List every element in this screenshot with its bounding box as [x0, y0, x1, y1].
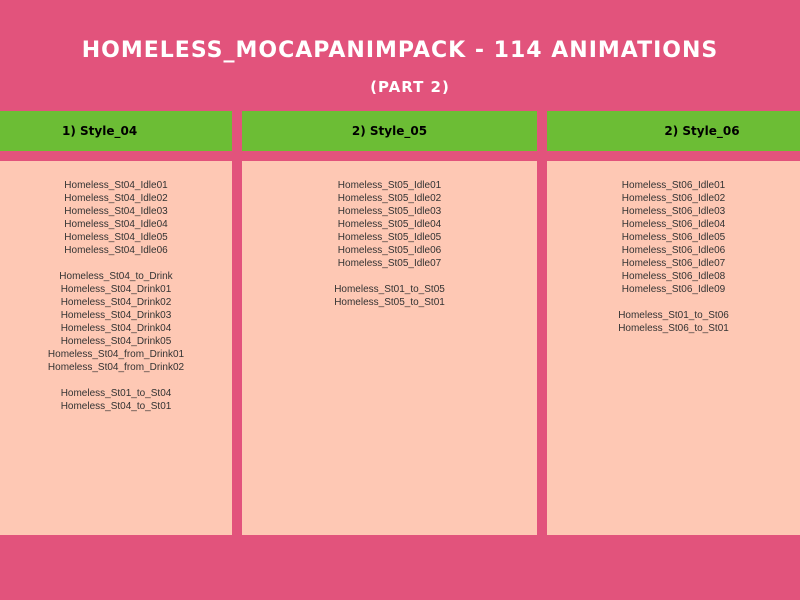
column-header-style-06	[547, 111, 800, 151]
animation-name: Homeless_St04_to_St01	[60, 401, 172, 412]
animation-name: Homeless_St01_to_St06	[618, 310, 729, 321]
animation-name: Homeless_St05_to_St01	[334, 297, 445, 308]
animation-list-style-06	[547, 161, 800, 535]
animation-name: Homeless_St04_Idle02	[64, 193, 168, 204]
animation-name: Homeless_St04_Drink05	[60, 336, 172, 347]
animation-name: Homeless_St05_Idle06	[337, 245, 442, 256]
animation-name: Homeless_St04_from_Drink01	[47, 349, 185, 360]
column-header-label: 1) Style_04	[62, 124, 138, 138]
animation-name: Homeless_St01_to_St05	[334, 284, 445, 295]
animation-name: Homeless_St06_Idle04	[621, 219, 726, 230]
animation-name: Homeless_St05_Idle01	[337, 180, 442, 191]
animation-name: Homeless_St06_Idle08	[621, 271, 726, 282]
animation-name: Homeless_St05_Idle07	[337, 258, 442, 269]
animation-name: Homeless_St04_Drink04	[60, 323, 172, 334]
animation-name: Homeless_St06_Idle09	[621, 284, 726, 295]
animation-list-style-04	[0, 161, 232, 535]
animation-name: Homeless_St04_Idle05	[64, 232, 168, 243]
animation-name: Homeless_St06_Idle06	[621, 245, 726, 256]
animation-name: Homeless_St05_Idle02	[337, 193, 442, 204]
animation-name: Homeless_St04_Drink02	[60, 297, 172, 308]
animation-name: Homeless_St06_Idle07	[621, 258, 726, 269]
animation-group	[547, 179, 800, 296]
column-header-label: 2) Style_05	[351, 124, 428, 138]
animation-name: Homeless_St04_Drink03	[60, 310, 172, 321]
animation-name: Homeless_St06_to_St01	[618, 323, 729, 334]
column-header-style-05	[242, 111, 537, 151]
animation-list-style-05	[242, 161, 537, 535]
animation-group	[547, 309, 800, 335]
animation-name: Homeless_St04_to_Drink	[59, 271, 173, 282]
animation-name: Homeless_St01_to_St04	[60, 388, 172, 399]
animation-name: Homeless_St06_Idle02	[621, 193, 726, 204]
animation-name: Homeless_St04_Drink01	[60, 284, 172, 295]
animation-name: Homeless_St05_Idle04	[337, 219, 442, 230]
animation-name: Homeless_St06_Idle01	[621, 180, 726, 191]
animation-name: Homeless_St05_Idle05	[337, 232, 442, 243]
animation-name: Homeless_St06_Idle03	[621, 206, 726, 217]
animation-name: Homeless_St04_from_Drink02	[47, 362, 185, 373]
column-header-style-04	[0, 111, 232, 151]
animation-name: Homeless_St04_Idle04	[64, 219, 168, 230]
column-header-label: 2) Style_06	[664, 124, 740, 138]
animation-group	[242, 283, 537, 309]
animation-name: Homeless_St04_Idle06	[64, 245, 168, 256]
animation-group	[0, 270, 232, 374]
page-subtitle: (PART 2)	[370, 78, 450, 96]
animation-group	[0, 179, 232, 257]
animation-name: Homeless_St04_Idle03	[64, 206, 168, 217]
animation-group	[242, 179, 537, 270]
animation-group	[0, 387, 232, 413]
animation-name: Homeless_St05_Idle03	[337, 206, 442, 217]
animation-name: Homeless_St06_Idle05	[621, 232, 726, 243]
page-title: HOMELESS_MOCAPANIMPACK - 114 ANIMATIONS	[81, 38, 719, 63]
animation-name: Homeless_St04_Idle01	[64, 180, 168, 191]
